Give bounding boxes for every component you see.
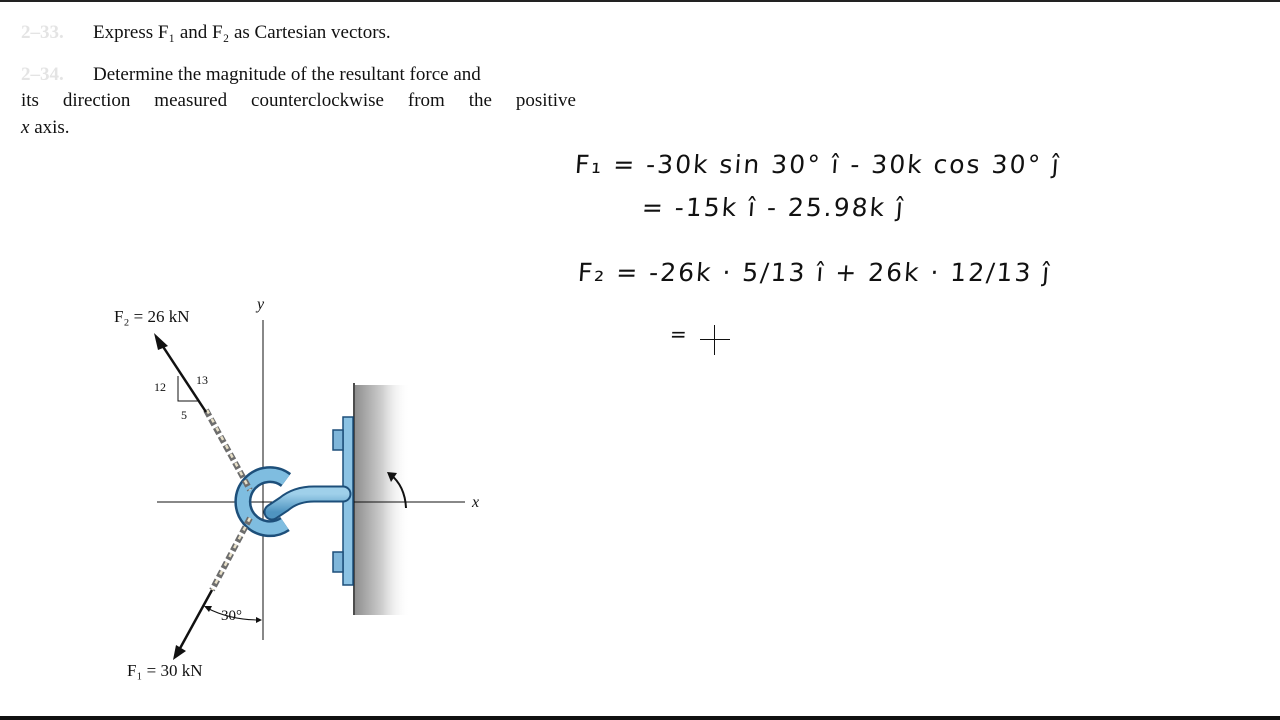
problem-33-text: Express F₁ and F₂ as Cartesian vectors.	[93, 22, 391, 43]
force-diagram-drawing	[100, 290, 500, 700]
f1-label: F₁ = 30 kN	[127, 661, 203, 680]
handwritten-line-3: F₂ = -26k · 5/13 î + 26k · 12/13 ĵ	[576, 258, 1053, 287]
triangle-hyp-label: 13	[196, 373, 208, 387]
f1-arrow-head	[173, 645, 186, 660]
bolt-top	[333, 430, 343, 450]
handwritten-line-1: F₁ = -30k sin 30° î - 30k cos 30° ĵ	[573, 150, 1062, 179]
bottom-border	[0, 716, 1280, 720]
x-variable: x	[21, 116, 30, 138]
triangle-vert-label: 12	[154, 380, 166, 394]
f1-rope-highlight	[212, 518, 250, 590]
handwritten-line-2: = -15k î - 25.98k ĵ	[640, 193, 906, 222]
f2-label: F₂ = 26 kN	[114, 307, 190, 326]
axis-word: axis.	[29, 116, 70, 138]
force-diagram	[100, 290, 500, 700]
problem-line-4	[21, 115, 576, 142]
bolt-bottom	[333, 552, 343, 572]
x-axis-label: x	[472, 494, 480, 511]
y-axis-label: y	[257, 296, 265, 313]
angle-arc-tick-left	[204, 606, 212, 612]
angle-label: 30°	[221, 608, 242, 624]
f1-arrow-shaft	[178, 590, 212, 652]
top-border	[0, 0, 1280, 2]
triangle-horiz-label: 5	[181, 408, 187, 422]
handwritten-solution	[560, 130, 1120, 370]
problem-number-34: 2–34.	[21, 63, 64, 85]
problem-line-1	[21, 20, 576, 47]
problem-statement	[21, 20, 576, 141]
problem-line-3: its direction measured counterclockwise from the positive	[21, 90, 576, 111]
wall-shading	[355, 385, 410, 615]
problem-line-2	[21, 62, 576, 89]
problem-34-text-start: Determine the magnitude of the resultant force and	[93, 63, 481, 85]
f2-arrow-head	[154, 333, 168, 350]
problem-number-33: 2–33.	[21, 22, 64, 43]
angle-arc-tick-right	[256, 617, 262, 623]
crosshair-cursor-icon	[700, 325, 730, 355]
handwritten-line-4: =	[669, 322, 690, 346]
